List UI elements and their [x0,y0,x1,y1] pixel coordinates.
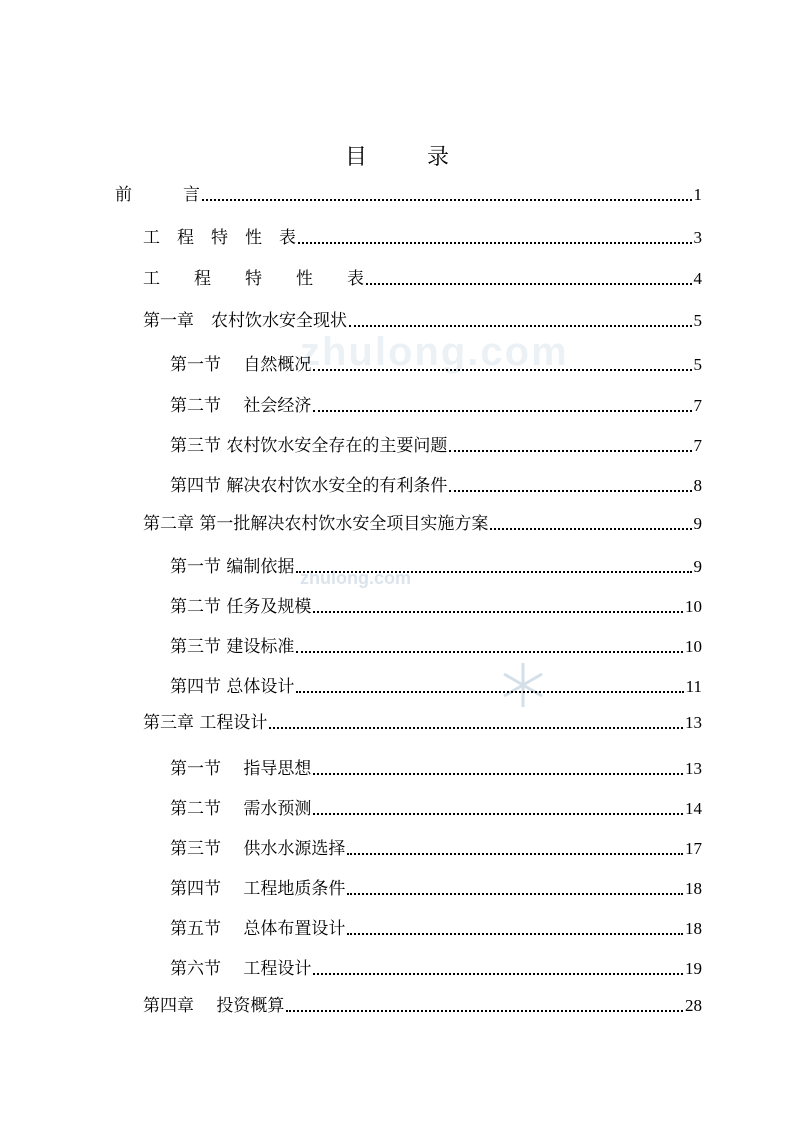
toc-entry[interactable] [170,353,702,377]
toc-leader [490,528,691,530]
toc-entry-label: 第六节 工程设计 [170,959,312,979]
toc-entry[interactable] [170,434,702,458]
toc-entry[interactable] [143,309,702,333]
toc-leader [313,369,691,371]
toc-page-number: 11 [685,677,702,696]
toc-page-number: 14 [685,799,702,818]
toc-entry[interactable] [170,635,702,659]
toc-entry-label: 第三节 农村饮水安全存在的主要问题 [170,436,448,456]
toc-entry[interactable] [143,226,702,250]
toc-entry-label: 第五节 总体布置设计 [170,919,346,939]
toc-leader [313,973,683,975]
toc-title-char-1: 目 [344,145,367,170]
watermark-text: zhulong.com [300,568,411,588]
toc-page-number: 5 [693,311,702,330]
toc-entry-label: 前 言 [115,185,200,205]
toc-entry-label: 第一节 自然概况 [170,355,312,375]
toc-leader [202,199,692,201]
toc-leader [449,490,691,492]
toc-page-number: 8 [693,476,702,495]
toc-page-number: 18 [685,879,702,898]
toc-entry-label: 第二节 社会经济 [170,396,312,416]
toc-entry[interactable] [170,957,702,981]
toc-page-number: 1 [693,185,702,204]
toc-page-number: 13 [685,713,702,732]
toc-page-number: 10 [685,637,702,656]
toc-entry[interactable] [170,877,702,901]
toc-entry-label: 第三章 工程设计 [143,713,268,733]
toc-page-number: 4 [693,269,702,288]
toc-entry-label: 第四节 解决农村饮水安全的有利条件 [170,476,448,496]
toc-entry[interactable] [170,797,702,821]
toc-entry-label: 第二节 需水预测 [170,799,312,819]
toc-entry[interactable] [170,837,702,861]
toc-page-number: 17 [685,839,702,858]
toc-entry[interactable] [170,757,702,781]
toc-entry-label: 第三节 建设标准 [170,637,295,657]
toc-leader [349,325,692,327]
toc-page-number: 18 [685,919,702,938]
toc-page-number: 9 [693,514,702,533]
toc-leader [347,933,683,935]
toc-leader [449,450,691,452]
toc-title-char-2: 录 [427,145,450,170]
toc-entry[interactable] [143,711,702,735]
toc-entry-label: 第四节 总体设计 [170,677,295,697]
toc-leader [296,571,691,573]
toc-leader [286,1010,683,1012]
toc-entry-label: 工 程 特 性 表 [143,228,296,248]
toc-leader [313,813,683,815]
toc-entry[interactable] [170,394,702,418]
toc-leader [313,410,691,412]
toc-entry[interactable] [143,994,702,1018]
toc-leader [366,283,692,285]
toc-leader [269,727,683,729]
toc-entry-label: 第二章 第一批解决农村饮水安全项目实施方案 [143,514,489,534]
toc-entry[interactable] [115,183,702,207]
watermark-logo: zhulong.com [300,330,569,374]
toc-leader [313,611,683,613]
toc-entry-label: 第三节 供水水源选择 [170,839,346,859]
toc-entry-label: 第四章 投资概算 [143,996,285,1016]
toc-page-number: 9 [693,557,702,576]
toc-leader [296,691,683,693]
toc-entry-label: 第一节 编制依据 [170,557,295,577]
toc-entry-label: 第一节 指导思想 [170,759,312,779]
toc-entry-label: 第一章 农村饮水安全现状 [143,311,347,331]
toc-page-number: 3 [693,228,702,247]
toc-entry-label: 第二节 任务及规模 [170,597,312,617]
toc-leader [347,893,683,895]
toc-entry[interactable] [170,595,702,619]
toc-page-number: 5 [693,355,702,374]
toc-page-number: 7 [693,396,702,415]
toc-entry[interactable] [170,917,702,941]
toc-page-number: 19 [685,959,702,978]
toc-page-number: 13 [685,759,702,778]
toc-page-number: 7 [693,436,702,455]
toc-page-number: 28 [685,996,702,1015]
toc-entry[interactable] [170,555,702,579]
toc-leader [313,773,683,775]
toc-leader [296,651,683,653]
toc-entry[interactable] [170,675,702,699]
toc-entry-label: 工 程 特 性 表 [143,269,364,289]
toc-leader [298,242,692,244]
toc-leader [347,853,683,855]
toc-entry-label: 第四节 工程地质条件 [170,879,346,899]
toc-entry[interactable] [143,512,702,536]
toc-page-number: 10 [685,597,702,616]
toc-entry[interactable] [170,474,702,498]
toc-entry[interactable] [143,267,702,291]
